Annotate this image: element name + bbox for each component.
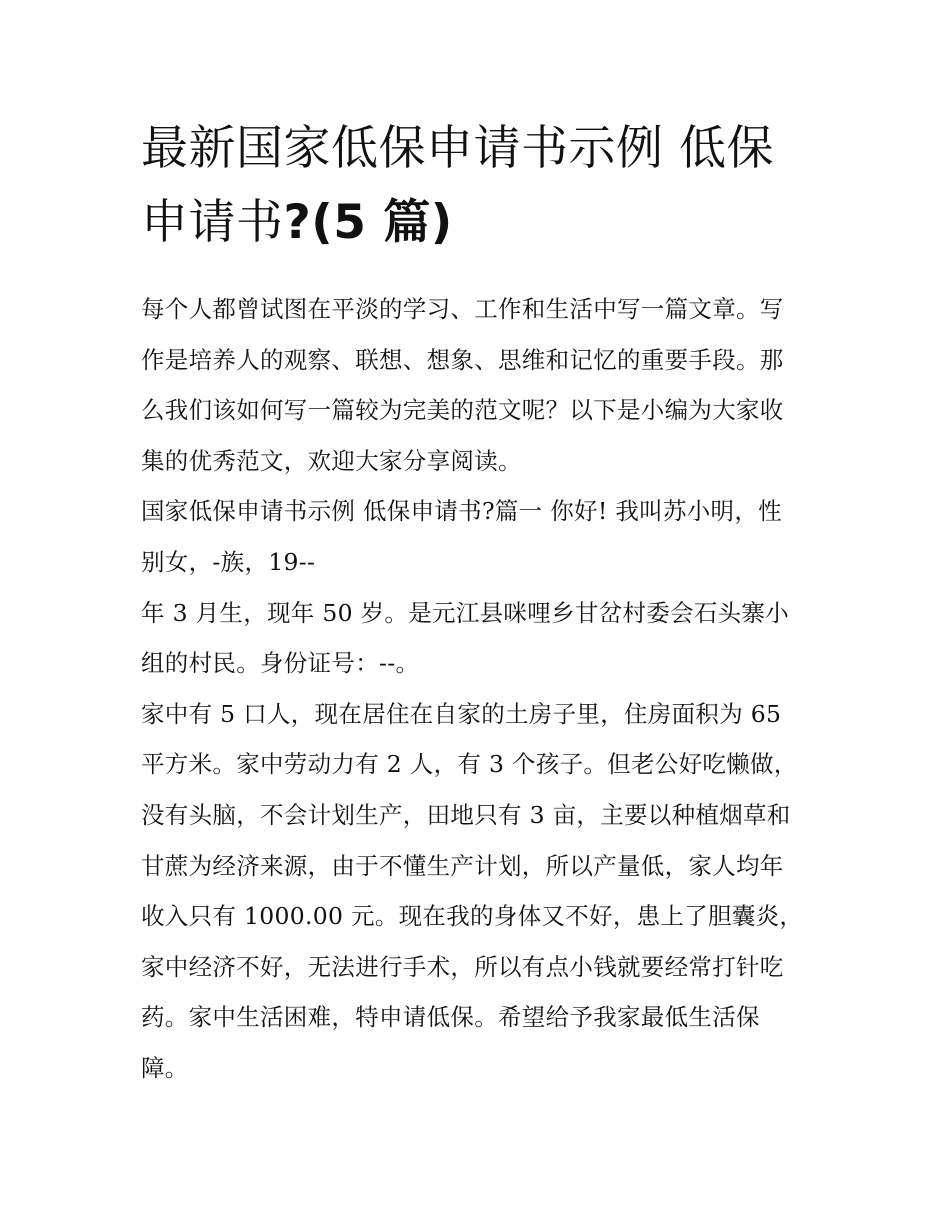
text-line: 国家低保申请书示例 低保申请书?篇一 你好! 我叫苏小明，性 bbox=[141, 497, 782, 526]
text-line: 障。 bbox=[141, 1053, 189, 1082]
text-line: 没有头脑，不会计划生产，田地只有 3 亩，主要以种植烟草和 bbox=[141, 800, 791, 829]
text-line: 集的优秀范文，欢迎大家分享阅读。 bbox=[141, 446, 522, 475]
title-suffix-text: ?(5 篇) bbox=[283, 195, 453, 250]
text-line: 作是培养人的观察、联想、想象、思维和记忆的重要手段。那 bbox=[141, 345, 784, 374]
text-line: 年 3 月生，现年 50 岁。是元江县咪哩乡甘岔村委会石头寨小 bbox=[141, 598, 790, 627]
text-line: 组的村民。身份证号：--。 bbox=[141, 649, 420, 678]
text-line: 别女，-族，19-- bbox=[141, 547, 316, 576]
text-line: 家中有 5 口人，现在居住在自家的土房子里，住房面积为 65 bbox=[141, 699, 782, 728]
document-page bbox=[141, 112, 811, 1094]
text-line: 收入只有 1000.00 元。现在我的身体又不好，患上了胆囊炎， bbox=[141, 902, 804, 931]
text-line: 平方米。家中劳动力有 2 人，有 3 个孩子。但老公好吃懒做， bbox=[141, 750, 798, 779]
text-line: 家中经济不好，无法进行手术，所以有点小钱就要经常打针吃 bbox=[141, 952, 784, 981]
text-line: 么我们该如何写一篇较为完美的范文呢？以下是小编为大家收 bbox=[141, 396, 784, 425]
text-line: 甘蔗为经济来源，由于不懂生产计划，所以产量低，家人均年 bbox=[141, 851, 784, 880]
text-line: 每个人都曾试图在平淡的学习、工作和生活中写一篇文章。写 bbox=[141, 295, 784, 323]
title-main-text: 最新国家低保申请书示例 低保申请书 bbox=[141, 121, 774, 250]
text-line: 药。家中生活困难，特申请低保。希望给予我家最低生活保 bbox=[141, 1003, 760, 1032]
document-title bbox=[141, 112, 811, 260]
